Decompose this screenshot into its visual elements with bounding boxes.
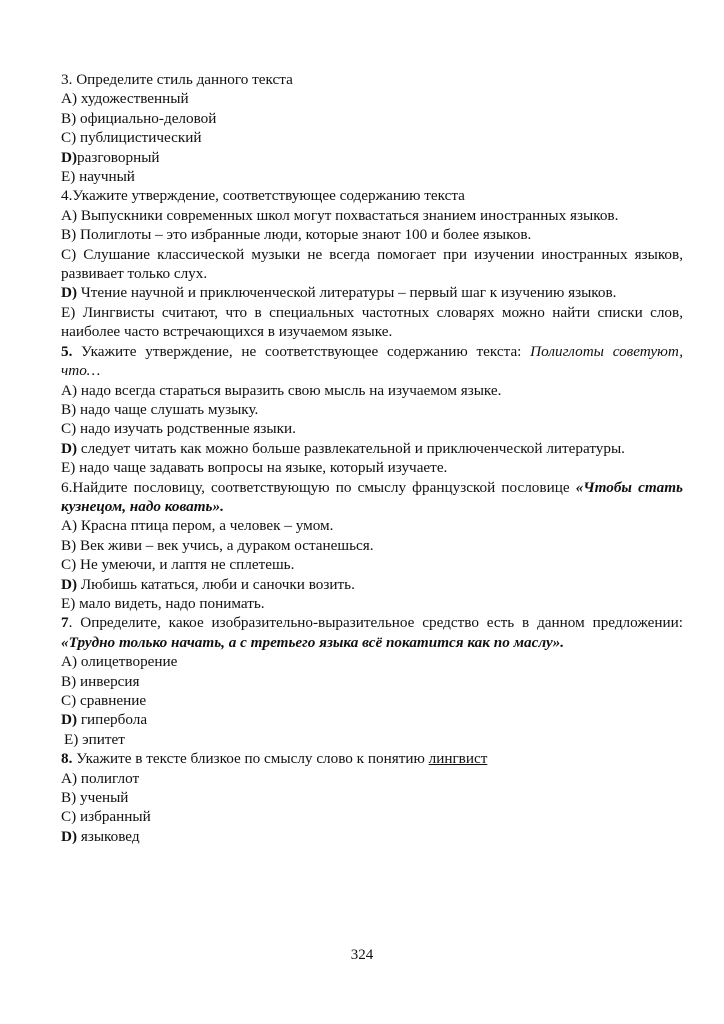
q4-option-a: А) Выпускники современных школ могут похвастаться знанием иностранных языков. — [61, 206, 619, 224]
q5-option-d-letter: D) — [61, 439, 78, 457]
q8-option-c: С) избранный — [61, 808, 151, 826]
q3-option-d — [61, 148, 683, 167]
q7-number: 7 — [61, 614, 69, 632]
q6-title — [61, 478, 683, 517]
q5-option-d — [61, 439, 683, 458]
q7-option-d-text: гипербола — [77, 711, 148, 729]
q6-option-d-text: Любишь кататься, люби и саночки возить. — [77, 575, 355, 593]
q5-option-d-text: следует читать как можно больше развлекательной и приключенческой литературы. — [77, 439, 625, 457]
q8-option-a: А) полиглот — [61, 769, 140, 787]
q3-option-e: Е) научный — [61, 168, 135, 186]
q7-option-d — [61, 710, 683, 729]
q4-option-e: Е) Лингвисты считают, что в специальных частотных словарях можно найти списки слов, наиболее часто встречающихся в изучаемом языке. — [61, 303, 683, 341]
q5-option-b: В) надо чаще слушать музыку. — [61, 400, 259, 418]
q7-quote: «Трудно только начать, а с третьего языка всё покатится как по маслу». — [61, 633, 565, 651]
q6-quote: «Чтобы стать кузнецом, надо ковать». — [61, 478, 683, 515]
q8-option-d-text: языковед — [77, 827, 140, 845]
q8-number: 8. — [61, 750, 73, 768]
q6-option-b: В) Век живи – век учись, а дураком останешься. — [61, 536, 374, 554]
q7-title-text: . Определите, какое изобразительно-выразительное средство есть в данном предложении: — [68, 614, 683, 632]
q5-option-a: А) надо всегда стараться выразить свою мысль на изучаемом языке. — [61, 381, 502, 399]
q4-option-d-letter: D) — [61, 284, 78, 302]
q8-option-d — [61, 827, 683, 846]
q7-option-b: В) инверсия — [61, 672, 140, 690]
q8-title — [61, 749, 683, 768]
q8-option-b: В) ученый — [61, 789, 129, 807]
q5-quote: Полиглоты советуют, что… — [61, 342, 683, 380]
page-number: 324 — [350, 947, 374, 963]
q7-title — [61, 613, 683, 652]
q3-option-a: А) художественный — [61, 90, 189, 108]
q4-title: 4.Укажите утверждение, соответствующее содержанию текста — [61, 187, 465, 205]
q3-title: 3. Определите стиль данного текста — [61, 71, 293, 88]
q7-option-d-letter: D) — [61, 711, 78, 729]
q3-option-c: С) публицистический — [61, 129, 202, 147]
q3-option-d-text: разговорный — [77, 148, 160, 166]
q4-option-d — [61, 283, 683, 302]
q6-option-c: С) Не умеючи, и лаптя не сплетешь. — [61, 556, 295, 574]
q4-option-b: В) Полиглоты – это избранные люди, которые знают 100 и более языков. — [61, 226, 532, 244]
test-questions — [61, 70, 683, 846]
q3-option-b: В) официально-деловой — [61, 109, 217, 127]
q7-option-a: А) олицетворение — [61, 653, 178, 671]
q6-option-d — [61, 575, 683, 594]
q7-option-c: С) сравнение — [61, 692, 147, 709]
q4-option-c: С) Слушание классической музыки не всегда помогает при изучении иностранных языков, развивает только слух. — [61, 245, 683, 283]
q4-option-d-text: Чтение научной и приключенческой литературы – первый шаг к изучению языков. — [77, 284, 617, 302]
q5-title-text: Укажите утверждение, не соответствующее содержанию текста: — [72, 342, 531, 360]
q5-title — [61, 342, 683, 381]
q5-number: 5. — [61, 342, 73, 360]
q6-option-e: Е) мало видеть, надо понимать. — [61, 594, 265, 612]
q6-title-text: 6.Найдите пословицу, соответствующую по смыслу французской пословице — [61, 478, 576, 496]
q5-option-e: Е) надо чаще задавать вопросы на языке, который изучаете. — [61, 459, 448, 477]
q3-option-d-letter: D) — [61, 148, 78, 166]
q7-option-e: Е) эпитет — [64, 730, 125, 748]
q8-title-text: Укажите в тексте близкое по смыслу слово к понятию — [72, 750, 429, 768]
q8-option-d-letter: D) — [61, 827, 78, 845]
q6-option-d-letter: D) — [61, 575, 78, 593]
q8-term: лингвист — [428, 750, 488, 768]
q5-option-c: С) надо изучать родственные языки. — [61, 420, 296, 438]
q6-option-a: А) Красна птица пером, а человек – умом. — [61, 517, 334, 535]
